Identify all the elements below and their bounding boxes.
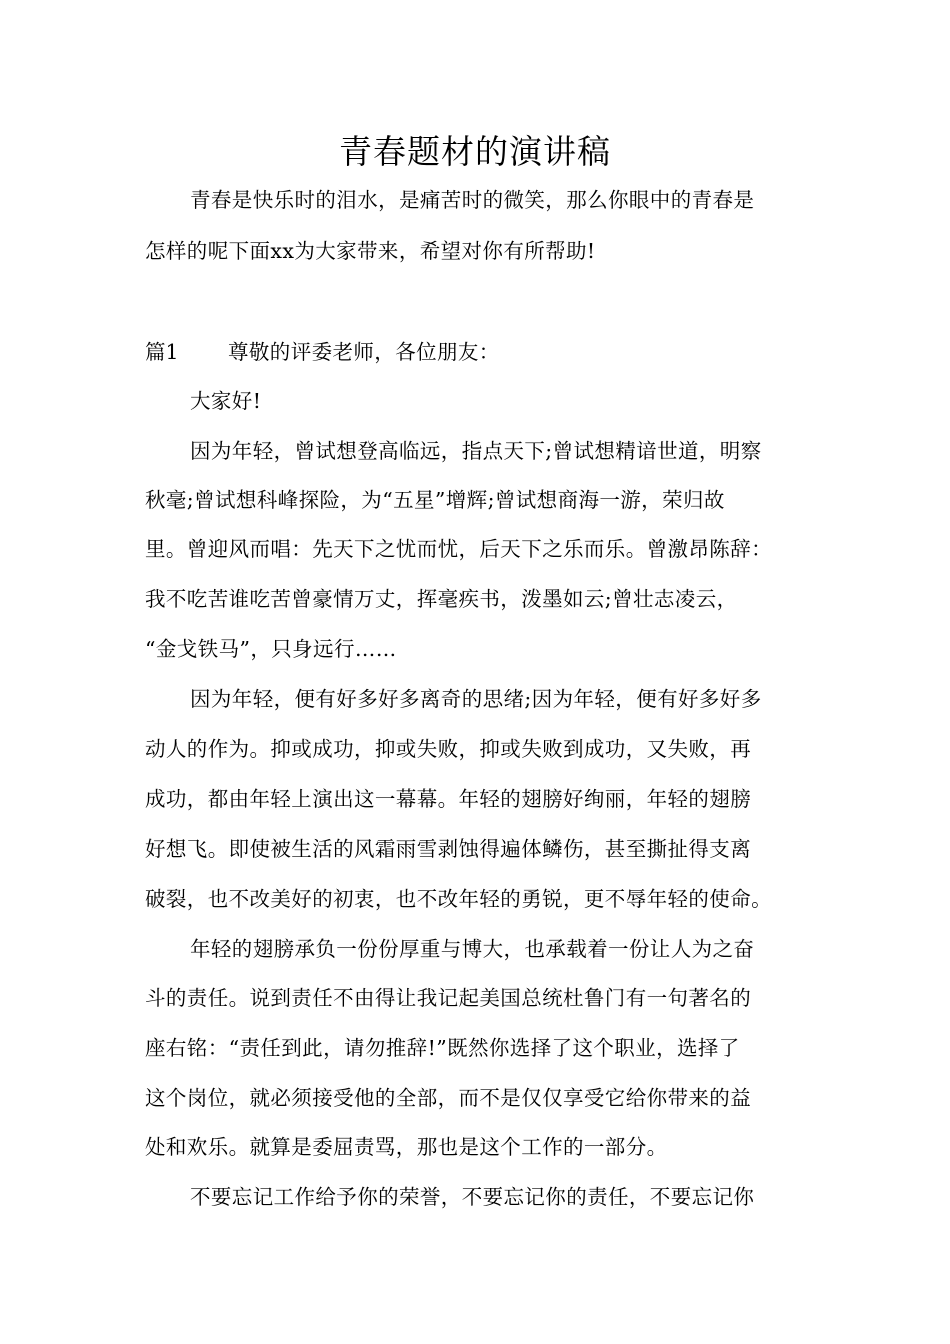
paragraph-1-line-3: 里。曾迎风而唱：先天下之忧而忧，后天下之乐而乐。曾激昂陈辞：: [145, 537, 772, 561]
paragraph-1-line-2: 秋毫;曾试想科峰探险，为“五星”增辉;曾试想商海一游，荣归故: [145, 488, 725, 512]
paragraph-1-line-1: 因为年轻，曾试想登高临远，指点天下;曾试想精谙世道，明察: [190, 439, 762, 463]
paragraph-2-line-1: 因为年轻，便有好多好多离奇的思绪;因为年轻，便有好多好多: [190, 687, 762, 711]
paragraph-2-line-5: 破裂，也不改美好的初衷，也不改年轻的勇锐，更不辱年轻的使命。: [145, 887, 772, 911]
section-label: 篇1: [145, 340, 179, 364]
paragraph-3-line-5: 处和欢乐。就算是委屈责骂，那也是这个工作的一部分。: [145, 1135, 668, 1159]
paragraph-3-line-1: 年轻的翅膀承负一份份厚重与博大，也承载着一份让人为之奋: [190, 937, 755, 961]
page-title: 青春题材的演讲稿: [339, 132, 611, 171]
paragraph-2-line-3: 成功，都由年轻上演出这一幕幕。年轻的翅膀好绚丽，年轻的翅膀: [145, 787, 752, 811]
paragraph-3-line-4: 这个岗位，就必须接受他的全部，而不是仅仅享受它给你带来的益: [145, 1086, 752, 1110]
intro-line-1: 青春是快乐时的泪水，是痛苦时的微笑，那么你眼中的青春是: [190, 188, 755, 212]
intro-line-2: 怎样的呢下面xx为大家带来，希望对你有所帮助!: [145, 239, 596, 263]
paragraph-4-line-1: 不要忘记工作给予你的荣誉，不要忘记你的责任，不要忘记你: [190, 1185, 755, 1209]
paragraph-1-line-4: 我不吃苦谁吃苦曾豪情万丈，挥毫疾书，泼墨如云;曾壮志凌云，: [145, 587, 738, 611]
paragraph-1-line-5: “金戈铁马”，只身远行……: [145, 637, 397, 661]
paragraph-2-line-2: 动人的作为。抑或成功，抑或失败，抑或失败到成功，又失败，再: [145, 737, 752, 761]
greeting: 大家好!: [190, 389, 262, 413]
paragraph-3-line-3: 座右铭：“责任到此，请勿推辞!”既然你选择了这个职业，选择了: [145, 1036, 740, 1060]
paragraph-2-line-4: 好想飞。即使被生活的风霜雨雪剥蚀得遍体鳞伤，甚至撕扯得支离: [145, 837, 752, 861]
salutation: 尊敬的评委老师，各位朋友：: [228, 340, 500, 364]
paragraph-3-line-2: 斗的责任。说到责任不由得让我记起美国总统杜鲁门有一句著名的: [145, 986, 752, 1010]
